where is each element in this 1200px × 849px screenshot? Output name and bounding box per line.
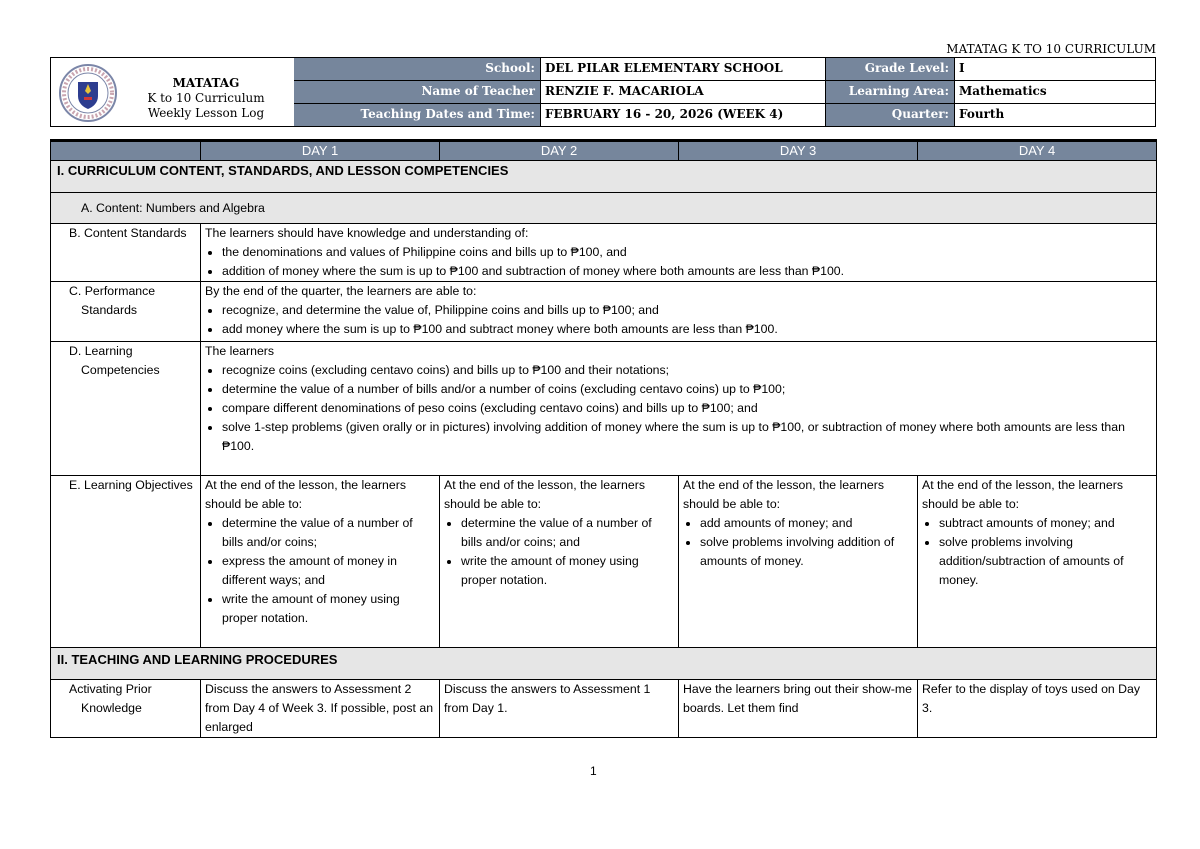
content-row <box>51 193 1157 224</box>
content-standards-row <box>51 224 1157 282</box>
objectives-day-4 <box>918 476 1157 648</box>
school-label: School: <box>294 58 541 80</box>
learning-competencies-intro: The learners <box>205 344 275 358</box>
day-header-row <box>51 141 1157 161</box>
performance-standards-intro: By the end of the quarter, the learners are able to: <box>205 284 477 298</box>
activating-day-2: Discuss the answers to Assessment 1 from Day 1. <box>440 680 679 738</box>
quarter-label: Quarter: <box>826 104 955 126</box>
learning-objectives-row <box>51 476 1157 648</box>
teacher-label: Name of Teacher <box>294 81 541 103</box>
grade-level-value: I <box>955 58 1155 80</box>
list-item: • solve problems involving addition/subtraction of amounts of money. <box>939 533 1152 590</box>
list-item: • compare different denominations of peso coins (excluding centavo coins) and bills up to ₱100; and <box>222 399 1152 418</box>
lesson-log-header <box>50 57 1156 127</box>
list-item: • recognize coins (excluding centavo coins) and bills up to ₱100 and their notations; <box>222 361 1152 380</box>
list-item: • determine the value of a number of bills and/or coins; <box>222 514 435 552</box>
section-2-title: II. TEACHING AND LEARNING PROCEDURES <box>51 648 1157 680</box>
objectives-intro: At the end of the lesson, the learners should be able to: <box>444 478 645 511</box>
objectives-day-3 <box>679 476 918 648</box>
objectives-day-2 <box>440 476 679 648</box>
day-2-header: DAY 2 <box>440 141 679 161</box>
objectives-intro: At the end of the lesson, the learners should be able to: <box>922 478 1123 511</box>
day-3-header: DAY 3 <box>679 141 918 161</box>
day-1-header: DAY 1 <box>201 141 440 161</box>
objectives-list <box>444 514 674 590</box>
list-item: • solve problems involving addition of amounts of money. <box>700 533 913 571</box>
learning-competencies-list <box>205 361 1152 456</box>
list-item: • add amounts of money; and <box>700 514 913 533</box>
performance-standards-cell <box>201 282 1157 342</box>
list-item: • express the amount of money in different ways; and <box>222 552 435 590</box>
content-standards-cell <box>201 224 1157 282</box>
teaching-dates-label: Teaching Dates and Time: <box>294 104 541 126</box>
school-value: DEL PILAR ELEMENTARY SCHOOL <box>541 58 826 80</box>
learning-objectives-label: E. Learning Objectives <box>51 476 201 648</box>
activating-day-3: Have the learners bring out their show-me boards. Let them find <box>679 680 918 738</box>
list-item: • recognize, and determine the value of, Philippine coins and bills up to ₱100; and <box>222 301 1152 320</box>
list-item: • write the amount of money using proper notation. <box>222 590 435 628</box>
section-1-title: I. CURRICULUM CONTENT, STANDARDS, AND LESSON COMPETENCIES <box>51 161 1157 193</box>
header-title-line2: K to 10 Curriculum <box>147 91 265 105</box>
header-title-line3: Weekly Lesson Log <box>147 106 265 120</box>
header-title <box>121 76 291 121</box>
weekly-lesson-log-table <box>50 139 1157 738</box>
list-item: • the denominations and values of Philippine coins and bills up to ₱100, and <box>222 243 1152 262</box>
deped-seal-logo <box>59 64 117 122</box>
header-title-line1: MATATAG <box>172 76 240 90</box>
objectives-intro: At the end of the lesson, the learners should be able to: <box>205 478 406 511</box>
list-item: • write the amount of money using proper notation. <box>461 552 674 590</box>
learning-area-value: Mathematics <box>955 81 1155 103</box>
learning-area-label: Learning Area: <box>826 81 955 103</box>
activating-prior-knowledge-label: Activating Prior Knowledge <box>51 680 201 738</box>
content-standards-label: B. Content Standards <box>51 224 201 282</box>
learning-competencies-row <box>51 342 1157 476</box>
activating-day-1: Discuss the answers to Assessment 2 from Day 4 of Week 3. If possible, post an enlarged <box>201 680 440 738</box>
list-item: • subtract amounts of money; and <box>939 514 1152 533</box>
quarter-value: Fourth <box>955 104 1155 126</box>
learning-competencies-label: D. Learning Competencies <box>51 342 201 476</box>
activating-day-4: Refer to the display of toys used on Day 3. <box>918 680 1157 738</box>
teaching-dates-value: FEBRUARY 16 - 20, 2026 (WEEK 4) <box>541 104 826 126</box>
grade-level-label: Grade Level: <box>826 58 955 80</box>
performance-standards-row <box>51 282 1157 342</box>
curriculum-header-text: MATATAG K TO 10 CURRICULUM <box>946 42 1156 56</box>
performance-standards-label: C. Performance Standards <box>51 282 201 342</box>
activating-prior-knowledge-row <box>51 680 1157 738</box>
list-item: • addition of money where the sum is up to ₱100 and subtraction of money where both amounts are less than ₱100. <box>222 262 1152 281</box>
section-1-row <box>51 161 1157 193</box>
list-item: • add money where the sum is up to ₱100 and subtract money where both amounts are less than ₱100. <box>222 320 1152 339</box>
list-item: • solve 1-step problems (given orally or in pictures) involving addition of money where the sum is up to ₱100, or subtraction of money where both amounts are less than ₱100. <box>222 418 1152 456</box>
learning-competencies-cell <box>201 342 1157 476</box>
content-standards-list <box>205 243 1152 281</box>
list-item: • determine the value of a number of bills and/or coins; and <box>461 514 674 552</box>
objectives-intro: At the end of the lesson, the learners should be able to: <box>683 478 884 511</box>
day-4-header: DAY 4 <box>918 141 1157 161</box>
teacher-value: RENZIE F. MACARIOLA <box>541 81 826 103</box>
list-item: • determine the value of a number of bills and/or a number of coins (excluding centavo coins) up to ₱100; <box>222 380 1152 399</box>
content-text: A. Content: Numbers and Algebra <box>51 193 1157 224</box>
content-standards-intro: The learners should have knowledge and understanding of: <box>205 226 529 240</box>
objectives-list <box>922 514 1152 590</box>
objectives-day-1 <box>201 476 440 648</box>
page-number: 1 <box>590 764 597 778</box>
performance-standards-list <box>205 301 1152 339</box>
section-2-row <box>51 648 1157 680</box>
header-title-block <box>51 58 295 126</box>
objectives-list <box>683 514 913 571</box>
objectives-list <box>205 514 435 628</box>
